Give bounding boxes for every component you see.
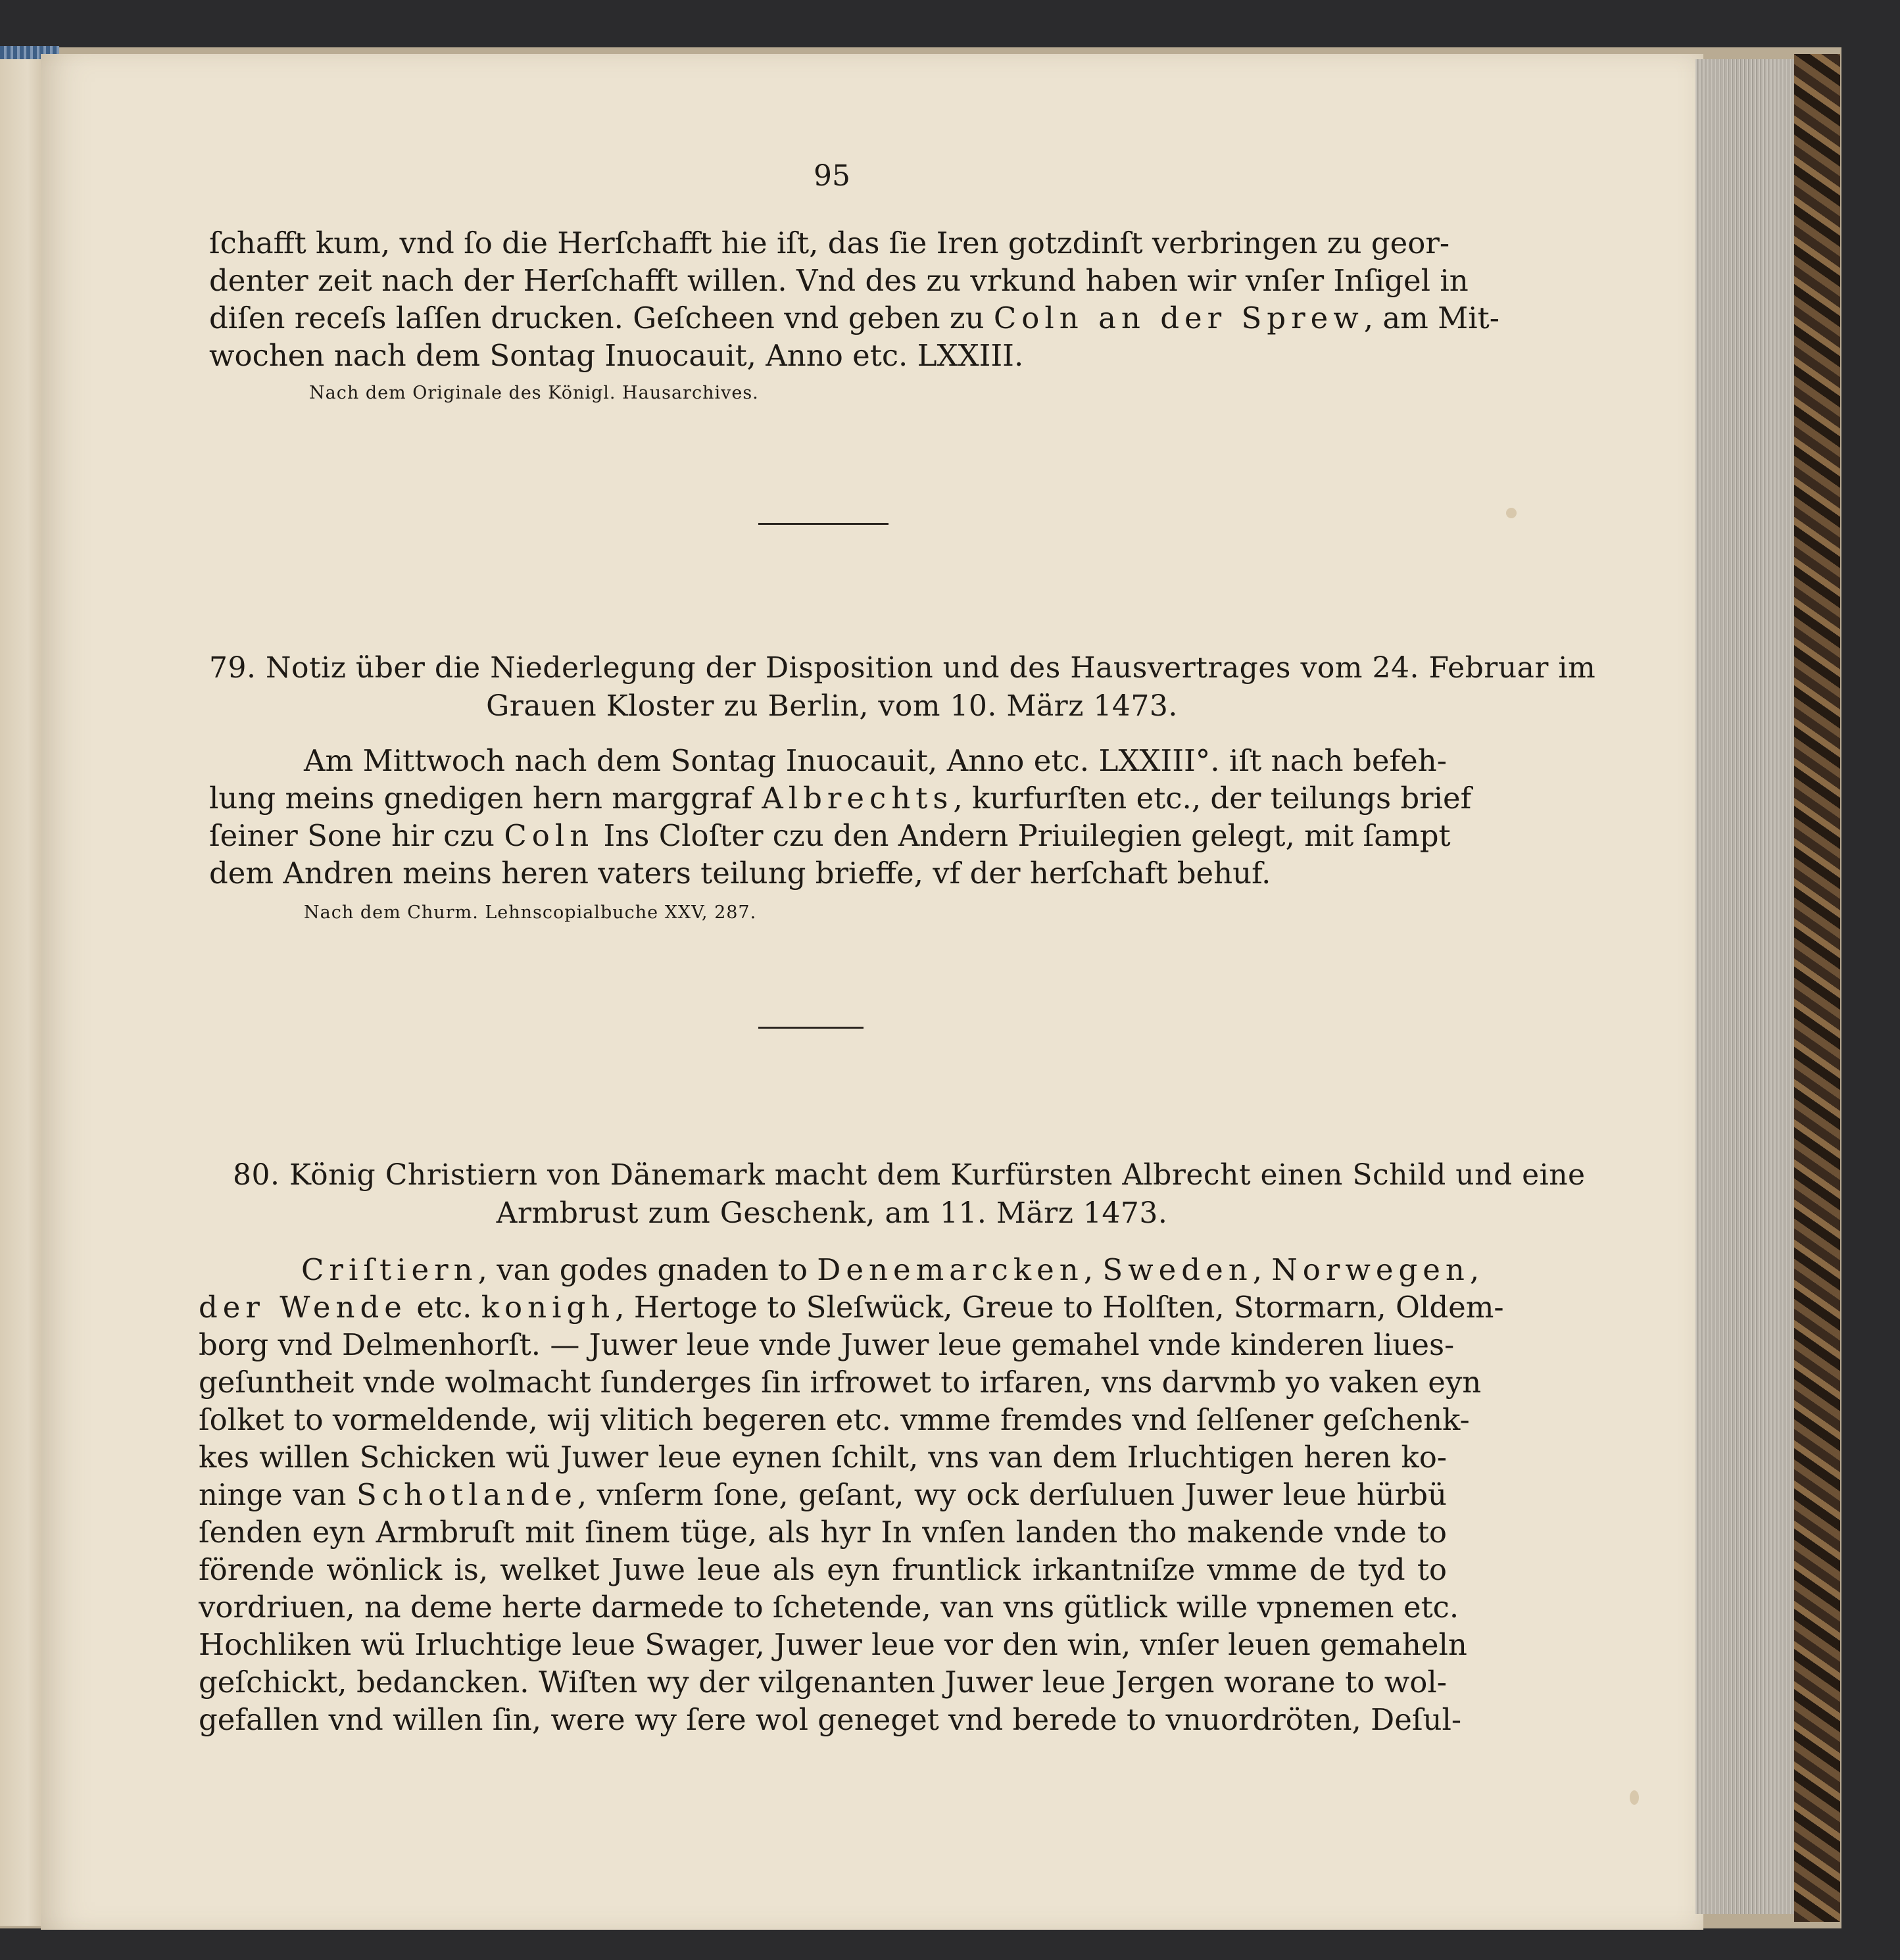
text-span: lung meins gnedigen hern marggraf xyxy=(209,781,762,816)
spaced-name: Schotlande xyxy=(356,1477,577,1512)
document-heading: 80. König Christiern von Dänemark macht dem Kurfürsten Albrecht einen Schild und eine xyxy=(233,1158,1586,1192)
text-span: gefallen vnd willen ſin, were wy ſere wol geneget vnd berede to vnuordröten, Deſul- xyxy=(199,1702,1462,1737)
text-span: , van godes gnaden to xyxy=(477,1252,817,1287)
text-span: , Hertoge to Sleſwück, Greue to Holſten, Stormarn, Oldem- xyxy=(615,1290,1504,1325)
text-span: vordriuen, na deme herte darmede to ſchetende, van vns gütlick wille vpnemen etc. xyxy=(199,1590,1459,1625)
text-line xyxy=(199,1513,1447,1551)
text-line xyxy=(209,817,1451,854)
text-line: dem Andren meins heren vaters teilung brieffe, vf der herſchaft behuf. xyxy=(209,856,1271,891)
section-divider xyxy=(758,1027,864,1029)
text-line xyxy=(199,1438,1447,1476)
document-heading: Armbrust zum Geschenk, am 11. März 1473. xyxy=(496,1196,1168,1230)
text-span: ninge van xyxy=(199,1477,356,1512)
text-line xyxy=(301,1251,1480,1288)
paper-stain xyxy=(1506,508,1517,518)
text-line xyxy=(209,299,1499,337)
text-line xyxy=(199,1326,1455,1363)
marbled-cover xyxy=(1794,54,1840,1922)
spaced-name: Sweden xyxy=(1102,1252,1253,1287)
place-name: Coln xyxy=(504,818,595,853)
text-span: geſuntheit vnde wolmacht ſunderges ſin irfrowet to irfaren, vns darvmb yo vaken eyn xyxy=(199,1365,1482,1400)
spaced-name: der Wende xyxy=(199,1290,407,1325)
text-line xyxy=(199,1476,1447,1513)
spaced-name: Criſtiern xyxy=(301,1252,478,1287)
text-line xyxy=(199,1663,1447,1701)
page-edges xyxy=(1695,59,1794,1914)
person-name: Albrechts xyxy=(762,781,954,816)
text-line xyxy=(199,1288,1504,1326)
text-span: borg vnd Delmenhorſt. — Juwer leue vnde Juwer leue gemahel vnde kinderen liues- xyxy=(199,1327,1455,1362)
text-span: , vnſerm ſone, geſant, wy ock derſuluen Juwer leue hürbü xyxy=(577,1477,1447,1512)
place-name: Coln an der Sprew xyxy=(993,301,1364,335)
spaced-name: Norwegen xyxy=(1271,1252,1470,1287)
text-line xyxy=(199,1626,1467,1663)
text-span: ſenden eyn Armbruſt mit ſinem tüge, als hyr In vnſen landen tho makende vnde to xyxy=(199,1515,1447,1550)
text-span: , am Mit- xyxy=(1363,301,1499,335)
text-line xyxy=(199,1401,1470,1438)
text-span: etc. xyxy=(406,1290,481,1325)
document-heading: 79. Notiz über die Niederlegung der Disposition und des Hausvertrages vom 24. Februar im xyxy=(209,651,1596,685)
section-divider xyxy=(758,523,889,525)
text-line xyxy=(209,779,1472,817)
spaced-name: Denemarcken xyxy=(817,1252,1084,1287)
text-span: kes willen Schicken wü Juwer leue eynen ſchilt, vns van dem Irluchtigen heren ko- xyxy=(199,1440,1447,1475)
left-page-edge xyxy=(0,51,46,1926)
source-note: Nach dem Originale des Königl. Hausarchives. xyxy=(309,383,759,403)
spaced-name: konigh xyxy=(481,1290,616,1325)
text-span: , xyxy=(1469,1252,1480,1287)
source-note: Nach dem Churm. Lehnscopialbuche XXV, 287. xyxy=(304,902,757,923)
page-number: 95 xyxy=(814,159,850,193)
text-span: diſen receſs laſſen drucken. Geſcheen vnd geben zu xyxy=(209,301,994,335)
text-line xyxy=(199,1588,1459,1626)
text-span: , xyxy=(1083,1252,1103,1287)
text-line: wochen nach dem Sontag Inuocauit, Anno etc. LXXIII. xyxy=(209,338,1024,373)
text-span: ſeiner Sone hir czu xyxy=(209,818,504,853)
text-span: , xyxy=(1252,1252,1272,1287)
paper-stain xyxy=(1630,1790,1639,1805)
text-line: Am Mittwoch nach dem Sontag Inuocauit, Anno etc. LXXIII°. iſt nach befeh- xyxy=(304,743,1447,778)
text-span: förende wönlick is, welket Juwe leue als eyn fruntlick irkantniſze vmme de tyd to xyxy=(199,1552,1447,1587)
text-span: , kurfurſten etc., der teilungs brief xyxy=(953,781,1472,816)
text-span: Hochliken wü Irluchtige leue Swager, Juwer leue vor den win, vnſer leuen gemaheln xyxy=(199,1627,1467,1662)
text-line: ſchafft kum, vnd ſo die Herſchafft hie iſt, das ſie Iren gotzdinſt verbringen zu geor- xyxy=(209,226,1450,260)
text-line xyxy=(199,1551,1447,1588)
text-line xyxy=(199,1701,1462,1738)
document-heading: Grauen Kloster zu Berlin, vom 10. März 1473. xyxy=(486,689,1178,723)
text-line xyxy=(199,1363,1482,1401)
text-span: ſolket to vormeldende, wij vlitich begeren etc. vmme fremdes vnd ſelſener geſchenk- xyxy=(199,1402,1470,1437)
text-line: denter zeit nach der Herſchafft willen. Vnd des zu vrkund haben wir vnſer Inſigel in xyxy=(209,263,1469,298)
text-span: Ins Cloſter czu den Andern Priuilegien gelegt, mit ſampt xyxy=(594,818,1451,853)
text-span: geſchickt, bedancken. Wiſten wy der vilgenanten Juwer leue Jergen worane to wol- xyxy=(199,1665,1447,1700)
